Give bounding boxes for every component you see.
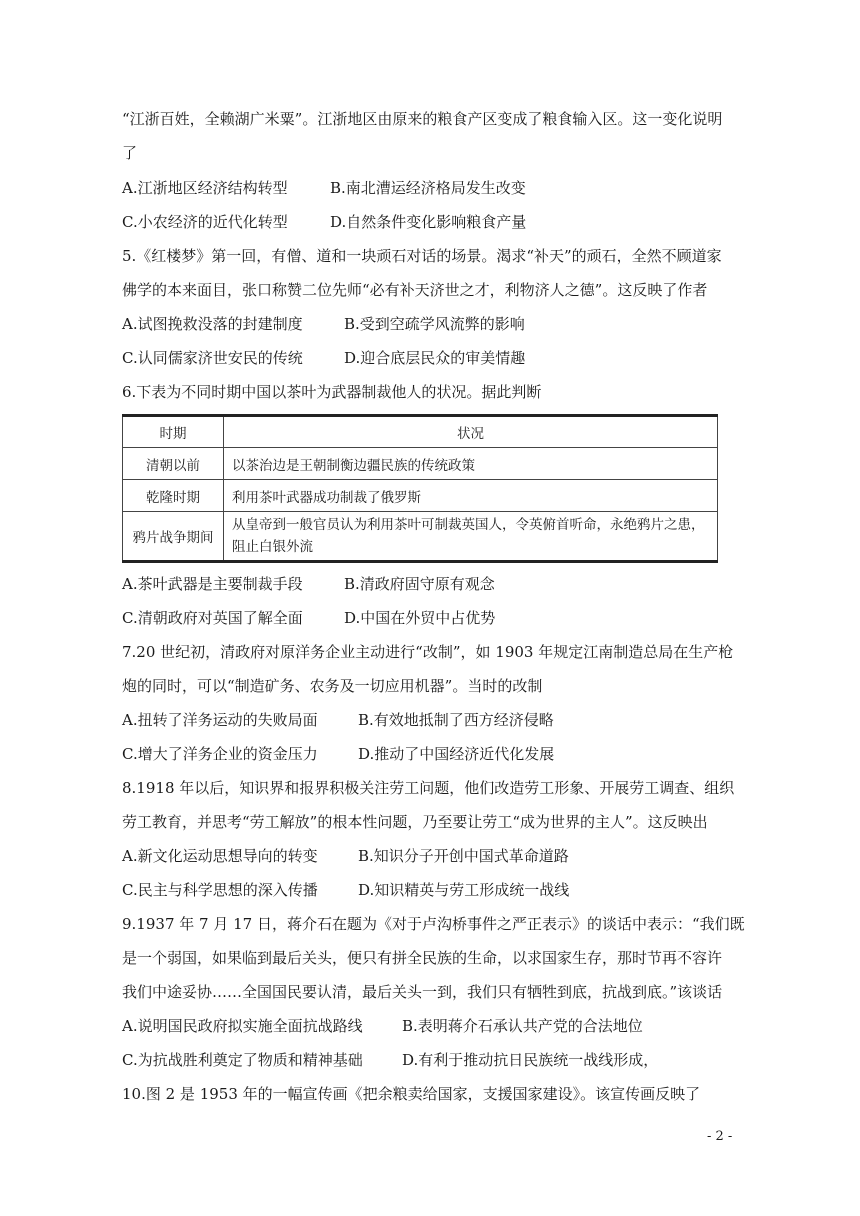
q8-stem-line-2: 劳工教育，并思考“劳工解放”的根本性问题，乃至要让劳工“成为世界的主人”。这反映出 [122,813,708,831]
q6-option-a: A.茶叶武器是主要制裁手段 [122,575,303,593]
q9-option-a: A.说明国民政府拟实施全面抗战路线 [122,1017,363,1035]
q5-option-b: B.受到空疏学风流弊的影响 [344,315,525,333]
q7-stem-line-1: 7.20 世纪初，清政府对原洋务企业主动进行“改制”，如 1903 年规定江南制造总局在生产枪 [122,643,734,661]
q4-option-d: D.自然条件变化影响粮食产量 [330,213,527,231]
q8-option-b: B.知识分子开创中国式革命道路 [358,847,569,865]
q5-option-d: D.迎合底层民众的审美情趣 [344,349,526,367]
q9-option-b: B.表明蒋介石承认共产党的合法地位 [402,1017,643,1035]
table-header-status: 状况 [224,416,718,448]
q5-stem-line-1: 5.《红楼梦》第一回，有僧、道和一块顽石对话的场景。渴求“补天”的顽石，全然不顾道家 [122,247,722,265]
q9-stem-line-2: 是一个弱国，如果临到最后关头，便只有拼全民族的生命，以求国家生存，那时节再不容许 [122,949,723,967]
page-number: - 2 - [707,1129,733,1144]
q7-option-a: A.扭转了洋务运动的失败局面 [122,711,318,729]
table-cell-status: 以茶治边是王朝制衡边疆民族的传统政策 [224,448,718,480]
q4-option-a: A.江浙地区经济结构转型 [122,179,288,197]
table-header-period: 时期 [123,416,224,448]
q6-stem-line-1: 6.下表为不同时期中国以茶叶为武器制裁他人的状况。据此判断 [122,383,542,401]
q10-stem-line-1: 10.图 2 是 1953 年的一幅宣传画《把余粮卖给国家，支援国家建设》。该宣传画反映了 [122,1085,701,1103]
q8-option-c: C.民主与科学思想的深入传播 [122,881,318,899]
q7-stem-line-2: 炮的同时，可以“制造矿务、农务及一切应用机器”。当时的改制 [122,677,543,695]
q9-option-c: C.为抗战胜利奠定了物质和精神基础 [122,1051,363,1069]
q7-option-d: D.推动了中国经济近代化发展 [358,745,555,763]
q7-option-c: C.增大了洋务企业的资金压力 [122,745,318,763]
table-cell-period: 乾隆时期 [123,480,224,512]
table-cell-status: 利用茶叶武器成功制裁了俄罗斯 [224,480,718,512]
q7-option-b: B.有效地抵制了西方经济侵略 [358,711,554,729]
q6-option-d: D.中国在外贸中占优势 [344,609,496,627]
table-row [123,448,718,480]
q4-stem-line-1: “江浙百姓，全赖湖广米粟”。江浙地区由原来的粮食产区变成了粮食输入区。这一变化说明 [122,110,723,128]
table-row [123,512,718,562]
tea-sanction-table [122,414,718,563]
q4-option-b: B.南北漕运经济格局发生改变 [330,179,526,197]
q4-option-c: C.小农经济的近代化转型 [122,213,288,231]
q6-option-c: C.清朝政府对英国了解全面 [122,609,303,627]
q4-stem-line-2: 了 [122,144,138,162]
q8-option-a: A.新文化运动思想导向的转变 [122,847,318,865]
table-row [123,480,718,512]
table-cell-period: 清朝以前 [123,448,224,480]
q6-option-b: B.清政府固守原有观念 [344,575,495,593]
table-cell-status: 从皇帝到一般官员认为利用茶叶可制裁英国人，令英俯首听命，永绝鸦片之患，阻止白银外流 [224,512,718,562]
q8-stem-line-1: 8.1918 年以后，知识界和报界积极关注劳工问题，他们改造劳工形象、开展劳工调查、组织 [122,779,735,797]
q5-option-a: A.试图挽救没落的封建制度 [122,315,303,333]
q9-stem-line-3: 我们中途妥协……全国国民要认清，最后关头一到，我们只有牺牲到底，抗战到底。”该谈话 [122,983,723,1001]
q9-stem-line-1: 9.1937 年 7 月 17 日，蒋介石在题为《对于卢沟桥事件之严正表示》的谈话中表示：“我们既 [122,915,745,933]
q5-option-c: C.认同儒家济世安民的传统 [122,349,303,367]
q9-option-d: D.有利于推动抗日民族统一战线形成， [402,1051,659,1069]
table-header-row [123,416,718,448]
table-cell-period: 鸦片战争期间 [123,512,224,562]
q5-stem-line-2: 佛学的本来面目，张口称赞二位先师“必有补天济世之才，利物济人之德”。这反映了作者 [122,281,708,299]
q8-option-d: D.知识精英与劳工形成统一战线 [358,881,570,899]
